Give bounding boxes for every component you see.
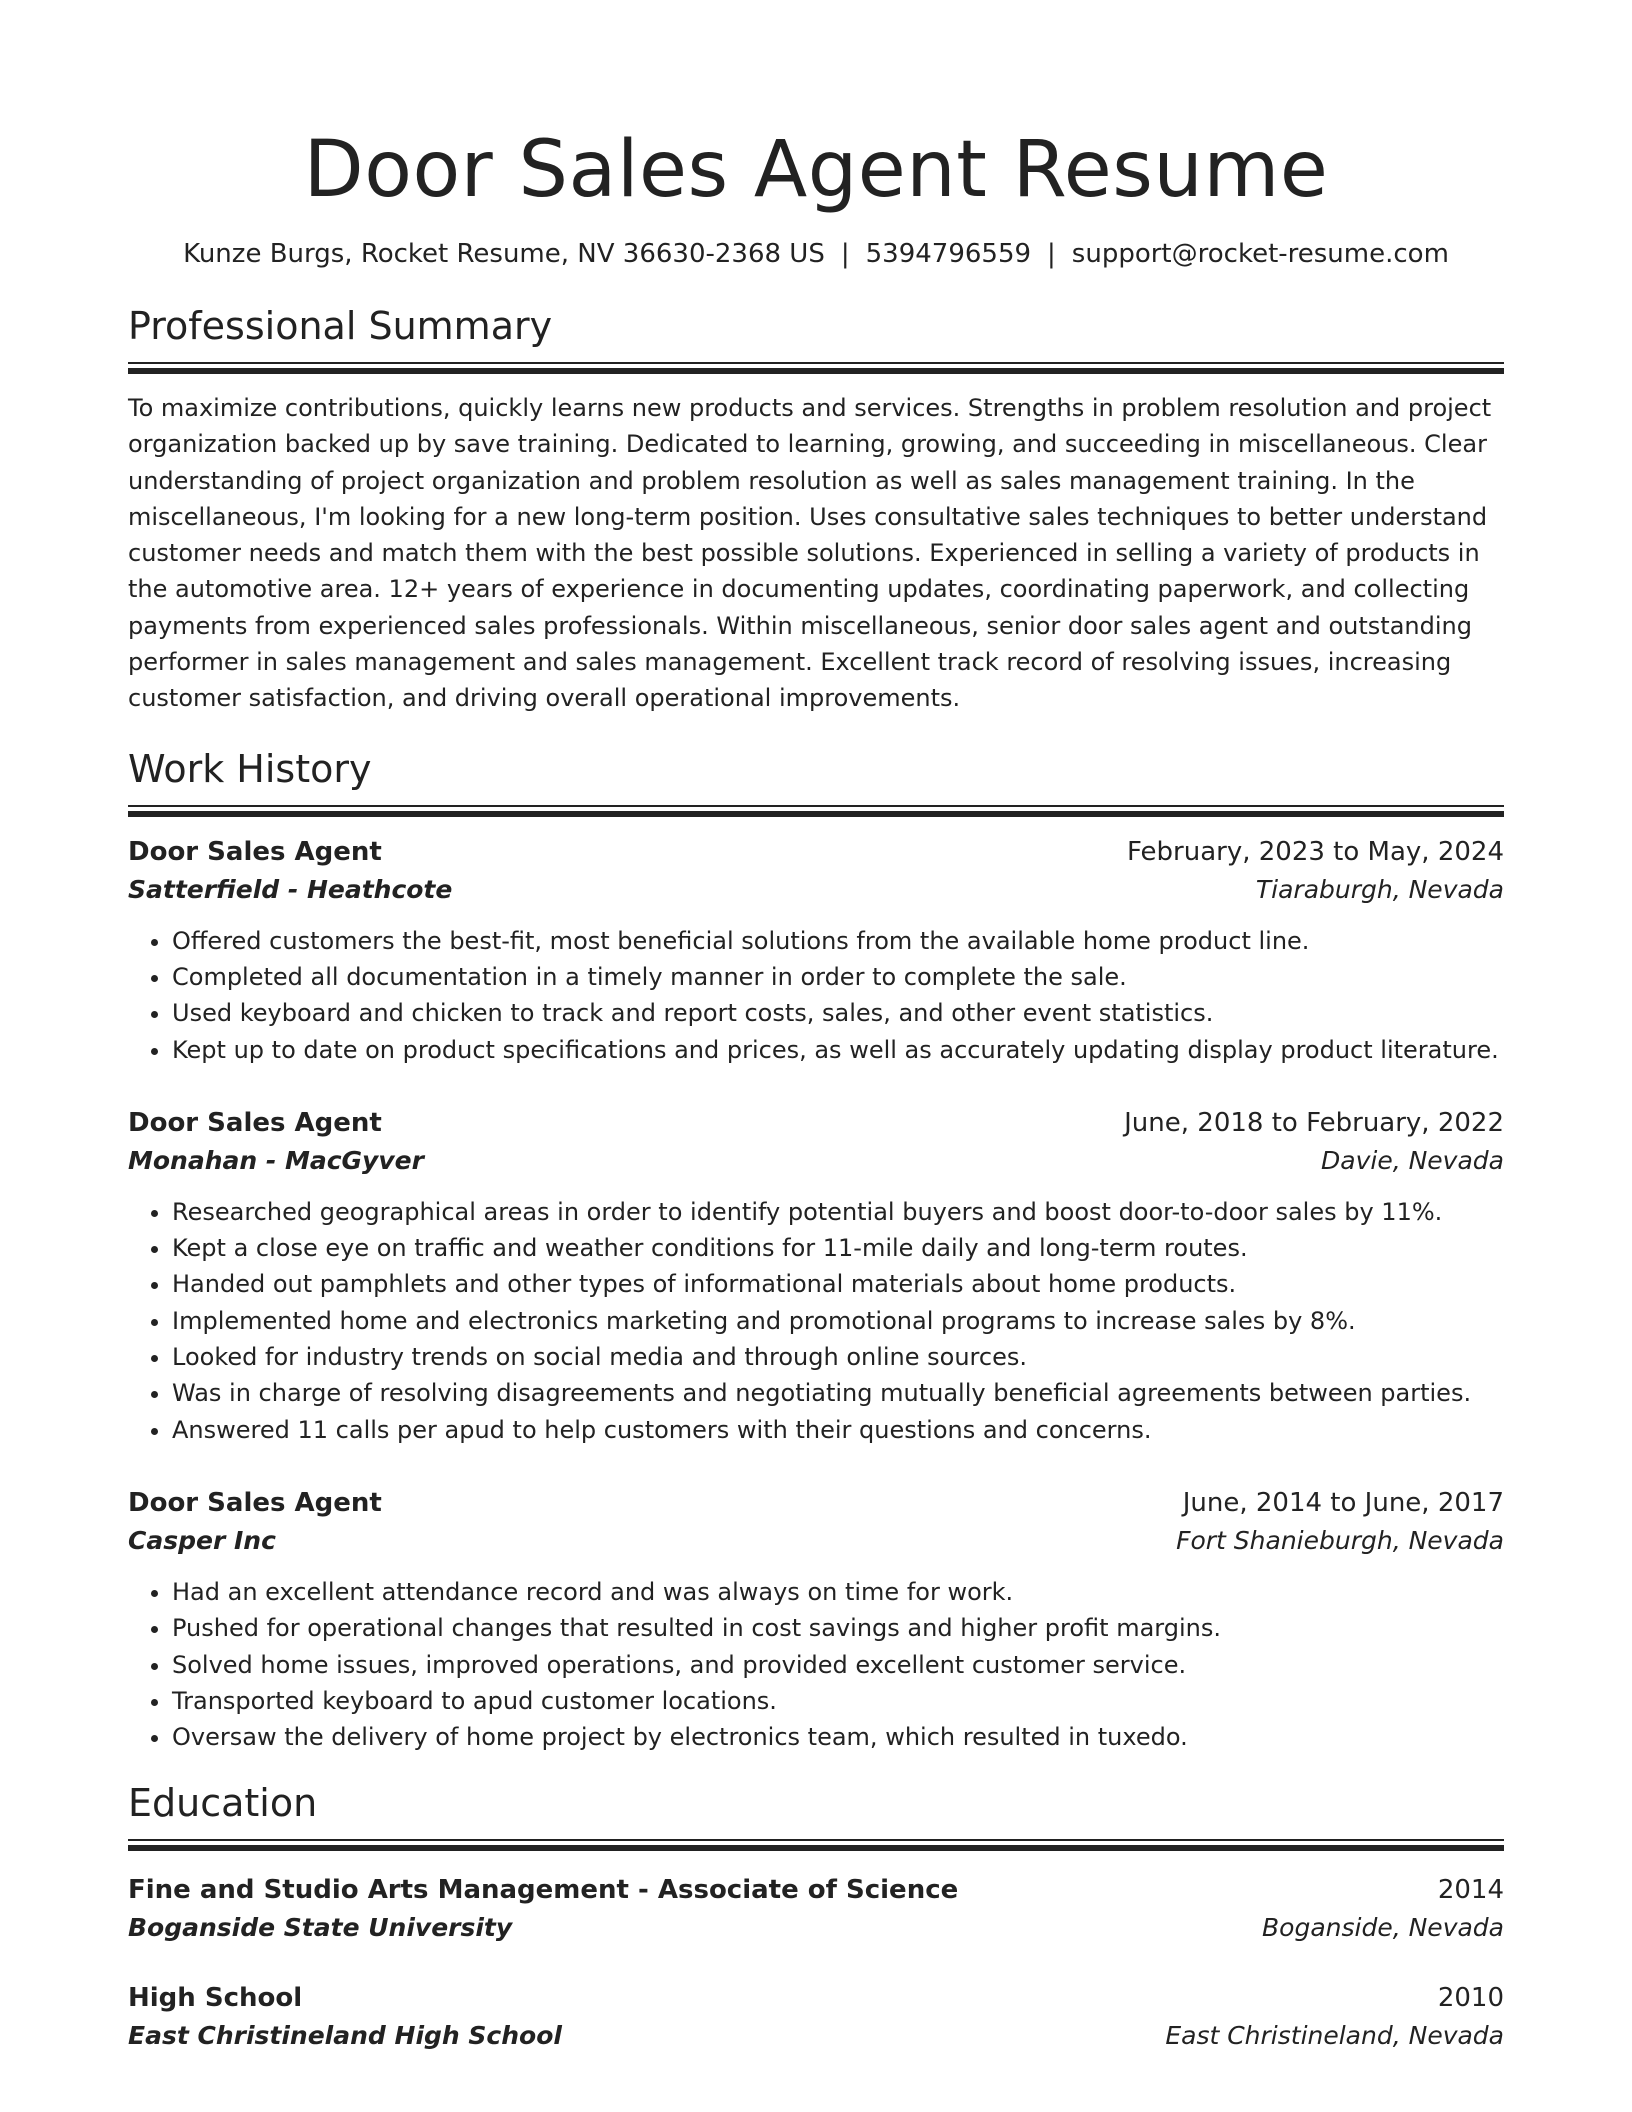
job-company: Casper Inc xyxy=(128,1525,276,1555)
list-item: • Handed out pamphlets and other types of informational materials about home products. xyxy=(172,1266,1504,1302)
job-header-row xyxy=(128,833,1504,871)
job-dates: June, 2014 to June, 2017 xyxy=(1182,1487,1504,1518)
contact-line xyxy=(128,236,1504,272)
job-location: Davie, Nevada xyxy=(1321,1145,1504,1175)
list-item: • Researched geographical areas in order to identify potential buyers and boost door-to-door sales by 11%. xyxy=(172,1194,1504,1230)
section-heading-work: Work History xyxy=(128,746,372,791)
job-location: Fort Shanieburgh, Nevada xyxy=(1176,1525,1504,1555)
job-company: Satterfield - Heathcote xyxy=(128,874,453,904)
job-entry xyxy=(128,833,1504,1068)
job-bullets xyxy=(128,1194,1504,1448)
section-education xyxy=(128,1779,1504,2055)
section-heading-education: Education xyxy=(128,1781,318,1826)
education-entry xyxy=(128,1871,1504,1947)
education-header-row xyxy=(128,1871,1504,1909)
list-item: • Completed all documentation in a timely manner in order to complete the sale. xyxy=(172,959,1504,995)
section-divider xyxy=(128,805,1504,817)
section-work-history xyxy=(128,745,1504,1756)
job-entry xyxy=(128,1484,1504,1755)
list-item: • Solved home issues, improved operations, and provided excellent customer service. xyxy=(172,1647,1504,1683)
education-school: East Christineland High School xyxy=(128,2021,562,2051)
education-degree: Fine and Studio Arts Management - Associate of Science xyxy=(128,1875,959,1906)
list-item: • Answered 11 calls per apud to help customers with their questions and concerns. xyxy=(172,1412,1504,1448)
job-dates: June, 2018 to February, 2022 xyxy=(1124,1107,1504,1138)
education-year: 2010 xyxy=(1437,1983,1504,2014)
job-sub-row xyxy=(128,871,1504,909)
education-sub-row xyxy=(128,2017,1504,2055)
job-sub-row xyxy=(128,1522,1504,1560)
summary-text: To maximize contributions, quickly learns new products and services. Strengths in problem resolution and project organization backed up by save training. Dedicated to learning, growing, and succeeding in miscellaneous. Clear understanding of project organization and problem resolution as well as sales management training. In the miscellaneous, I'm looking for a new long-term position. Uses consultative sales techniques to better understand customer needs and match them with the best possible solutions. Experienced in selling a variety of products in the automotive area. 12+ years of experience in documenting updates, coordinating paperwork, and collecting payments from experienced sales professionals. Within miscellaneous, senior door sales agent and outstanding performer in sales management and sales management. Excellent track record of resolving issues, increasing customer satisfaction, and driving overall operational improvements. xyxy=(128,394,1492,713)
education-year: 2014 xyxy=(1437,1875,1504,1906)
job-bullets xyxy=(128,1574,1504,1755)
job-entry xyxy=(128,1104,1504,1448)
job-dates: February, 2023 to May, 2024 xyxy=(1127,836,1504,867)
section-divider xyxy=(128,362,1504,374)
section-divider xyxy=(128,1839,1504,1851)
job-header-row xyxy=(128,1484,1504,1522)
list-item: • Offered customers the best-fit, most beneficial solutions from the available home product line. xyxy=(172,923,1504,959)
education-location: Boganside, Nevada xyxy=(1262,1913,1504,1943)
job-location: Tiaraburgh, Nevada xyxy=(1255,874,1504,904)
list-item: • Looked for industry trends on social media and through online sources. xyxy=(172,1339,1504,1375)
education-entry xyxy=(128,1979,1504,2055)
page-title: Door Sales Agent Resume xyxy=(303,125,1329,215)
education-degree: High School xyxy=(128,1983,303,2014)
contact-separator: | xyxy=(1047,239,1056,269)
list-item: • Oversaw the delivery of home project by electronics team, which resulted in tuxedo. xyxy=(172,1719,1504,1755)
list-item: • Was in charge of resolving disagreements and negotiating mutually beneficial agreements between parties. xyxy=(172,1375,1504,1411)
job-company: Monahan - MacGyver xyxy=(128,1145,424,1175)
section-heading-summary: Professional Summary xyxy=(128,304,553,348)
contact-email: support@rocket-resume.com xyxy=(1071,239,1449,269)
job-title: Door Sales Agent xyxy=(128,1487,382,1518)
list-item: • Used keyboard and chicken to track and report costs, sales, and other event statistics. xyxy=(172,995,1504,1031)
list-item: • Implemented home and electronics marketing and promotional programs to increase sales by 8%. xyxy=(172,1303,1504,1339)
education-sub-row xyxy=(128,1909,1504,1947)
job-sub-row xyxy=(128,1142,1504,1180)
education-school: Boganside State University xyxy=(128,1913,513,1943)
education-header-row xyxy=(128,1979,1504,2017)
list-item: • Kept up to date on product specifications and prices, as well as accurately updating display product literature. xyxy=(172,1032,1504,1068)
list-item: • Kept a close eye on traffic and weather conditions for 11-mile daily and long-term routes. xyxy=(172,1230,1504,1266)
education-location: East Christineland, Nevada xyxy=(1165,2021,1504,2051)
job-header-row xyxy=(128,1104,1504,1142)
list-item: • Had an excellent attendance record and was always on time for work. xyxy=(172,1574,1504,1610)
job-bullets xyxy=(128,923,1504,1068)
contact-phone: 5394796559 xyxy=(865,239,1032,269)
job-title: Door Sales Agent xyxy=(128,836,382,867)
list-item: • Pushed for operational changes that resulted in cost savings and higher profit margins. xyxy=(172,1610,1504,1646)
contact-separator: | xyxy=(840,239,850,269)
job-title: Door Sales Agent xyxy=(128,1107,382,1138)
section-professional-summary xyxy=(128,302,1504,717)
list-item: • Transported keyboard to apud customer locations. xyxy=(172,1683,1504,1719)
contact-address: Kunze Burgs, Rocket Resume, NV 36630-2368 US xyxy=(183,239,825,269)
